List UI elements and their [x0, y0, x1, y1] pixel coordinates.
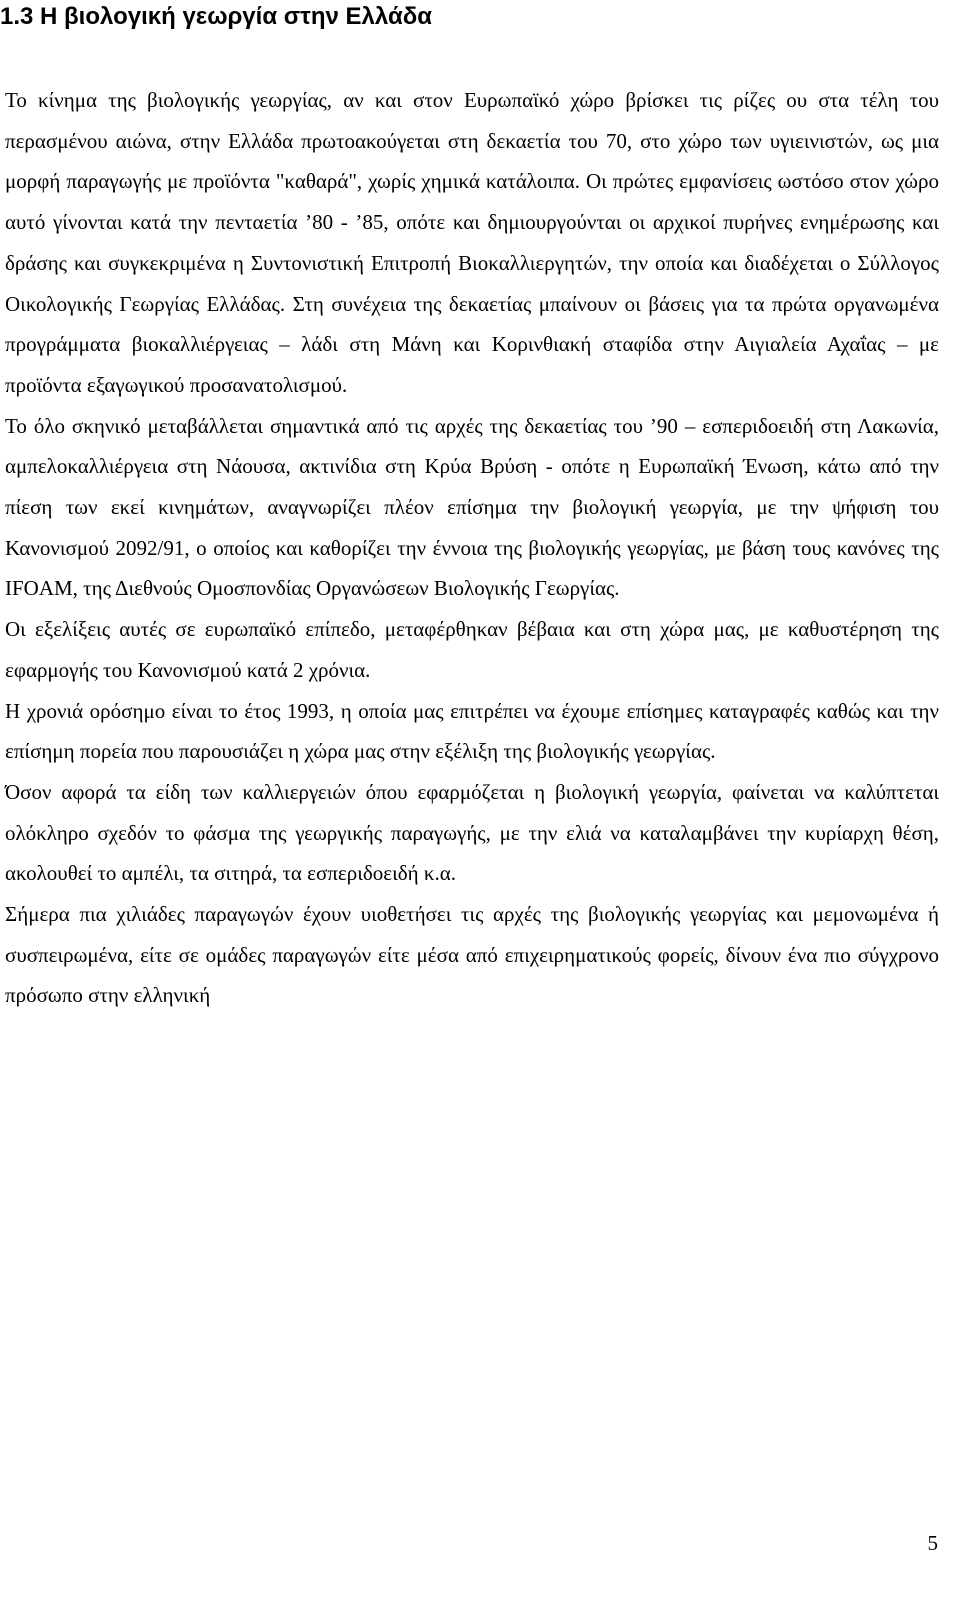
paragraph-4: Η χρονιά ορόσημο είναι το έτος 1993, η οποία μας επιτρέπει να έχουμε επίσημες καταγραφές καθώς και την επίσημη πορεία που παρουσιάζει η χώρα μας στην εξέλιξη της βιολογικής γεωργίας. — [5, 698, 939, 764]
body-text — [5, 80, 939, 1016]
page-number: 5 — [927, 1531, 938, 1555]
paragraph-6: Σήμερα πια χιλιάδες παραγωγών έχουν υιοθετήσει τις αρχές της βιολογικής γεωργίας και μεμονωμένα ή συσπειρωμένα, είτε σε ομάδες παραγωγών είτε μέσα από επιχειρηματικούς φορείς, δίνουν ένα πιο σύγχρονο πρόσωπο στην ελληνική — [5, 902, 939, 1008]
paragraph-1: Το κίνημα της βιολογικής γεωργίας, αν και στον Ευρωπαϊκό χώρο βρίσκει τις ρίζες ου στα τέλη του περασμένου αιώνα, στην Ελλάδα πρωτοακούγεται στη δεκαετία του 70, στο χώρο των υγιεινιστών, ως μια μορφή παραγωγής με προϊόντα "καθαρά", χωρίς χημικά κατάλοιπα. Οι πρώτες εμφανίσεις ωστόσο στον χώρο αυτό γίνονται κατά την πενταετία ’80 - ’85, οπότε και δημιουργούνται οι αρχικοί πυρήνες ενημέρωσης και δράσης και συγκεκριμένα η Συντονιστική Επιτροπή Βιοκαλλιεργητών, την οποία και διαδέχεται ο Σύλλογος Οικολογικής Γεωργίας Ελλάδας. Στη συνέχεια της δεκαετίας μπαίνουν οι βάσεις για τα πρώτα οργανωμένα προγράμματα βιοκαλλιέργειας – λάδι στη Μάνη και Κορινθιακή σταφίδα στην Αιγιαλεία Αχαΐας – με προϊόντα εξαγωγικού προσανατολισμού. — [5, 88, 939, 397]
section-heading: 1.3 Η βιολογική γεωργία στην Ελλάδα — [0, 3, 433, 30]
paragraph-3: Οι εξελίξεις αυτές σε ευρωπαϊκό επίπεδο, μεταφέρθηκαν βέβαια και στη χώρα μας, με καθυστέρηση της εφαρμογής του Κανονισμού κατά 2 χρόνια. — [5, 617, 939, 682]
paragraph-2: Το όλο σκηνικό μεταβάλλεται σημαντικά από τις αρχές της δεκαετίας του ’90 – εσπεριδοειδή στη Λακωνία, αμπελοκαλλιέργεια στη Νάουσα, ακτινίδια στη Κρύα Βρύση - οπότε η Ευρωπαϊκή Ένωση, κάτω από την πίεση των εκεί κινημάτων, αναγνωρίζει πλέον επίσημα την βιολογική γεωργία, με την ψήφιση του Κανονισμού 2092/91, ο οποίος και καθορίζει την έννοια της βιολογικής γεωργίας, με βάση τους κανόνες της IFOAM, της Διεθνούς Ομοσπονδίας Οργανώσεων Βιολογικής Γεωργίας. — [5, 413, 939, 601]
paragraph-5: Όσον αφορά τα είδη των καλλιεργειών όπου εφαρμόζεται η βιολογική γεωργία, φαίνεται να καλύπτεται ολόκληρο σχεδόν το φάσμα της γεωργικής παραγωγής, με την ελιά να καταλαμβάνει την κυρίαρχη θέση, ακολουθεί το αμπέλι, τα σιτηρά, τα εσπεριδοειδή κ.α. — [5, 779, 939, 886]
